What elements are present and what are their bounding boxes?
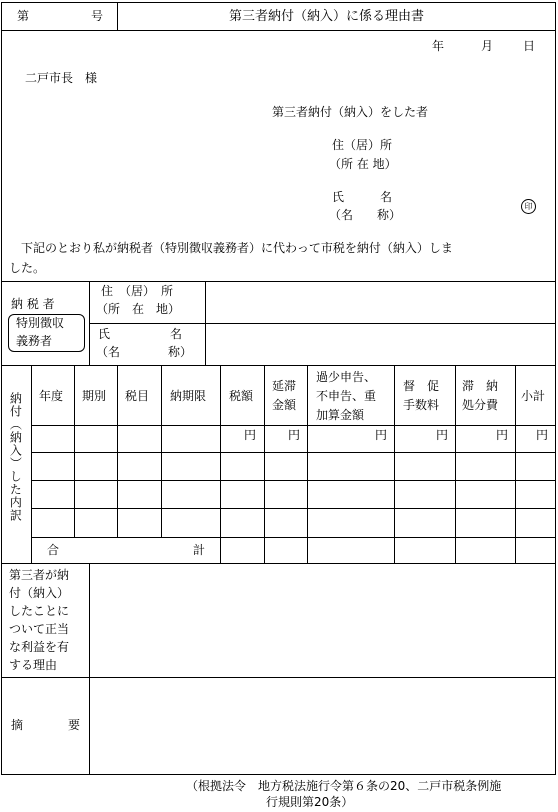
seal-icon: 印 [521, 199, 536, 214]
statement-line-2: した。 [9, 261, 46, 275]
unit-addtax: 円 [375, 428, 388, 442]
col-fee-2: 手数料 [403, 398, 440, 412]
reason-label: 第三者が納 付（納入） したことに ついて正当 な利益を有 する理由 [9, 568, 70, 672]
number-suffix: 号 [91, 9, 104, 23]
payer-address-label-sub: （所 在 地） [329, 157, 397, 171]
document-title: 第三者納付（納入）に係る理由書 [229, 9, 425, 24]
col-addtax-2: 不申告、重 [316, 389, 377, 403]
total-label-2: 計 [193, 543, 206, 557]
col-due-date: 納期限 [170, 389, 207, 403]
col-period: 期別 [82, 389, 107, 403]
payer-name-label-sub: （名 称） [329, 208, 402, 222]
col-penalty-1: 延滞 [272, 379, 297, 393]
unit-disposal: 円 [496, 428, 509, 442]
unit-penalty: 円 [288, 428, 301, 442]
taxpayer-row-divider [89, 323, 556, 324]
unit-tax-amount: 円 [244, 428, 257, 442]
statement-line-1: 下記のとおり私が納税者（特別徴収義務者）に代わって市税を納付（納入）しま [9, 241, 453, 255]
remarks-label-2: 要 [68, 718, 81, 732]
col-tax-item: 税目 [125, 389, 150, 403]
col-disposal-1: 滞 納 [462, 379, 499, 393]
date-day: 日 [523, 39, 536, 53]
unit-fee: 円 [436, 428, 449, 442]
col-subtotal: 小計 [521, 389, 546, 403]
col-penalty-2: 金額 [272, 398, 297, 412]
payer-name-label: 氏 名 [332, 190, 393, 204]
remarks-label-1: 摘 [11, 718, 24, 732]
remarks-section [1, 677, 556, 775]
payer-address-label: 住（居）所 [332, 138, 393, 152]
taxpayer-address-label: 住 （居） 所 [101, 284, 174, 298]
col-addtax-3: 加算金額 [316, 408, 365, 422]
taxpayer-name-label-sub: （名 称） [96, 345, 193, 359]
number-prefix: 第 [17, 9, 30, 23]
unit-subtotal: 円 [536, 428, 549, 442]
taxpayer-sub-label-2: 義務者 [16, 334, 53, 348]
reason-section [1, 563, 556, 678]
total-label-1: 合 [47, 543, 60, 557]
payer-heading: 第三者納付（納入）をした者 [272, 105, 429, 119]
col-disposal-2: 処分費 [462, 398, 499, 412]
date-month: 月 [481, 39, 494, 53]
taxpayer-address-label-sub: （所 在 地） [96, 302, 181, 316]
footer-line-2: 行規則第20条） [266, 795, 354, 809]
col-year: 年度 [39, 389, 64, 403]
col-tax-amount: 税額 [229, 389, 254, 403]
taxpayer-sub-label-1: 特別徴収 [16, 316, 65, 330]
col-fee-1: 督 促 [403, 379, 440, 393]
taxpayer-label: 納 税 者 [11, 297, 55, 311]
addressee: 二戸市長 様 [25, 71, 98, 85]
header-divider [117, 2, 118, 31]
footer-line-1: （根拠法令 地方税法施行令第６条の20、二戸市税条例施 [186, 779, 502, 793]
taxpayer-name-label: 氏 名 [98, 327, 183, 341]
details-side-label: 納付（納入）した内訳 [8, 392, 23, 522]
col-addtax-1: 過少申告、 [316, 370, 377, 384]
date-year: 年 [432, 39, 445, 53]
